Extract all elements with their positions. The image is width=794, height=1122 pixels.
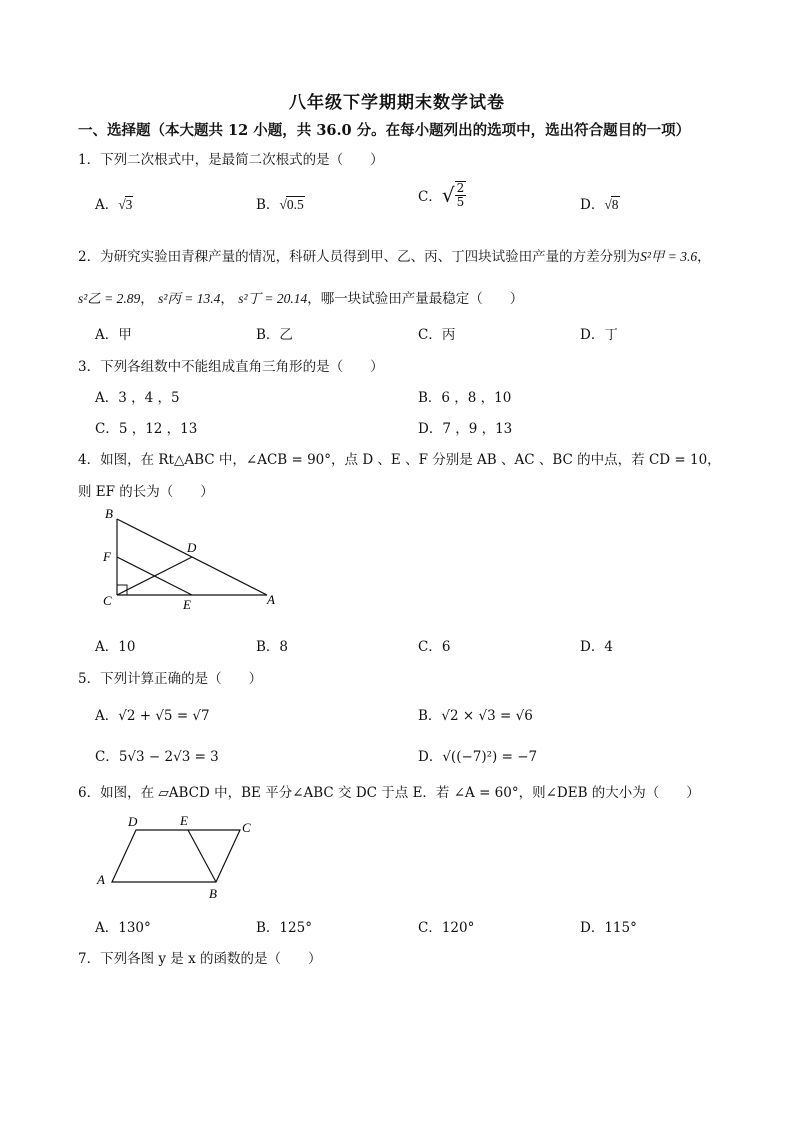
q5-option-c: C．5√3 − 2√3 = 3 <box>95 749 219 765</box>
q5-option-a: A．√2 + √5 = √7 <box>95 708 210 724</box>
question-5-stem: 5．下列计算正确的是（ ） <box>78 671 263 687</box>
q1-option-c: C．√ $\frac{2}{5}$ <box>418 181 465 209</box>
question-4-line-1: 4．如图，在 Rt△ABC 中，∠ACB = 90°，点 D 、E 、F 分别是 AB 、AC 、BC 的中点，若 CD = 10， <box>78 452 721 468</box>
section-heading: 一、选择题（本大题共 12 小题，共 36.0 分。在每小题列出的选项中，选出符合题目的一项） <box>78 122 691 139</box>
q2-variance-yi: s²乙 = 2.89 <box>78 291 141 306</box>
q6-label-b: B <box>209 886 217 900</box>
q6-parallelogram-abcd <box>112 830 240 882</box>
q1-option-b-label: B． <box>256 197 280 213</box>
question-3-stem: 3．下列各组数中不能组成直角三角形的是（ ） <box>78 359 384 375</box>
q3-option-c: C．5 ，12 ，13 <box>95 421 198 437</box>
q6-label-a: A <box>97 872 105 887</box>
q2-variance-bing: s²丙 = 13.4 <box>158 291 221 306</box>
q1-option-a-label: A． <box>95 197 119 213</box>
q6-label-d: D <box>128 814 138 829</box>
q6-option-a: A．130° <box>95 920 151 936</box>
q4-label-b: B <box>105 506 113 521</box>
question-1-stem: 1．下列二次根式中，是最简二次根式的是（ ） <box>78 152 384 168</box>
q1-option-a-radicand: 3 <box>125 197 133 212</box>
q4-option-c: C．6 <box>418 639 451 655</box>
question-4-line-2: 则 EF 的长为（ ） <box>78 484 214 500</box>
q3-option-d: D．7 ，9 ，13 <box>418 421 513 437</box>
q2-stem-text: 2．为研究实验田青稞产量的情况，科研人员得到甲、乙、丙、丁四块试验田产量的方差分别为 <box>78 249 641 265</box>
q2-separator: ， <box>697 249 711 265</box>
q1-option-d-radicand: 8 <box>611 197 619 212</box>
q2-variance-jia: S²甲 = 3.6 <box>640 249 698 264</box>
q2-option-b: B．乙 <box>256 327 293 343</box>
q6-segment-be <box>188 830 216 882</box>
q6-option-c: C．120° <box>418 920 475 936</box>
q2-stem-tail: ，哪一块试验田产量最稳定（ ） <box>307 291 524 307</box>
q1-option-d: D．√8 <box>580 197 619 213</box>
q4-option-d: D．4 <box>580 639 613 655</box>
q6-option-d: D．115° <box>580 920 637 936</box>
q1-option-b-radicand: 0.5 <box>286 197 304 212</box>
question-2-line-2: s²乙 = 2.89， s²丙 = 13.4， s²丁 = 20.14，哪一块试验田产量最稳定（ ） <box>78 291 524 307</box>
q4-label-e: E <box>183 597 191 612</box>
q1-option-c-label: C． <box>418 189 442 205</box>
q6-label-e: E <box>180 813 188 828</box>
q4-triangle-figure <box>95 505 295 615</box>
q3-option-b: B．6 ，8 ，10 <box>418 390 512 406</box>
q2-option-d: D．丁 <box>580 327 618 343</box>
q2-option-c: C．丙 <box>418 327 456 343</box>
q1-option-a: A．√3 <box>95 197 133 213</box>
q1-option-b: B．√0.5 <box>256 197 304 213</box>
question-6-stem: 6．如图，在 ▱ABCD 中，BE 平分∠ABC 交 DC 于点 E．若 ∠A = 60°，则∠DEB 的大小为（ ） <box>78 785 700 801</box>
q2-variance-ding: s²丁 = 20.14 <box>238 291 308 306</box>
q3-option-a: A．3 ，4 ，5 <box>95 390 180 406</box>
q6-label-c: C <box>242 820 251 835</box>
q4-label-a: A <box>267 592 275 607</box>
q4-option-a: A．10 <box>95 639 136 655</box>
q4-label-f: F <box>103 549 111 564</box>
q1-option-d-label: D． <box>580 197 605 213</box>
q6-option-b: B．125° <box>256 920 312 936</box>
q5-option-d: D．√((−7)²) = −7 <box>418 749 538 765</box>
q6-parallelogram-figure <box>92 810 272 900</box>
question-2-line-1 <box>78 245 711 265</box>
q5-option-b: B．√2 × √3 = √6 <box>418 708 533 724</box>
page-title: 八年级下学期期末数学试卷 <box>289 93 505 113</box>
q4-label-c: C <box>103 593 112 608</box>
q4-option-b: B．8 <box>256 639 289 655</box>
question-7-stem: 7．下列各图 y 是 x 的函数的是（ ） <box>78 951 322 967</box>
q1-option-c-numerator: 2 <box>456 181 465 195</box>
q2-option-a: A．甲 <box>95 327 132 343</box>
q1-option-c-denominator: 5 <box>456 195 465 209</box>
q4-label-d: D <box>187 540 197 555</box>
q4-right-angle-mark <box>117 585 127 595</box>
